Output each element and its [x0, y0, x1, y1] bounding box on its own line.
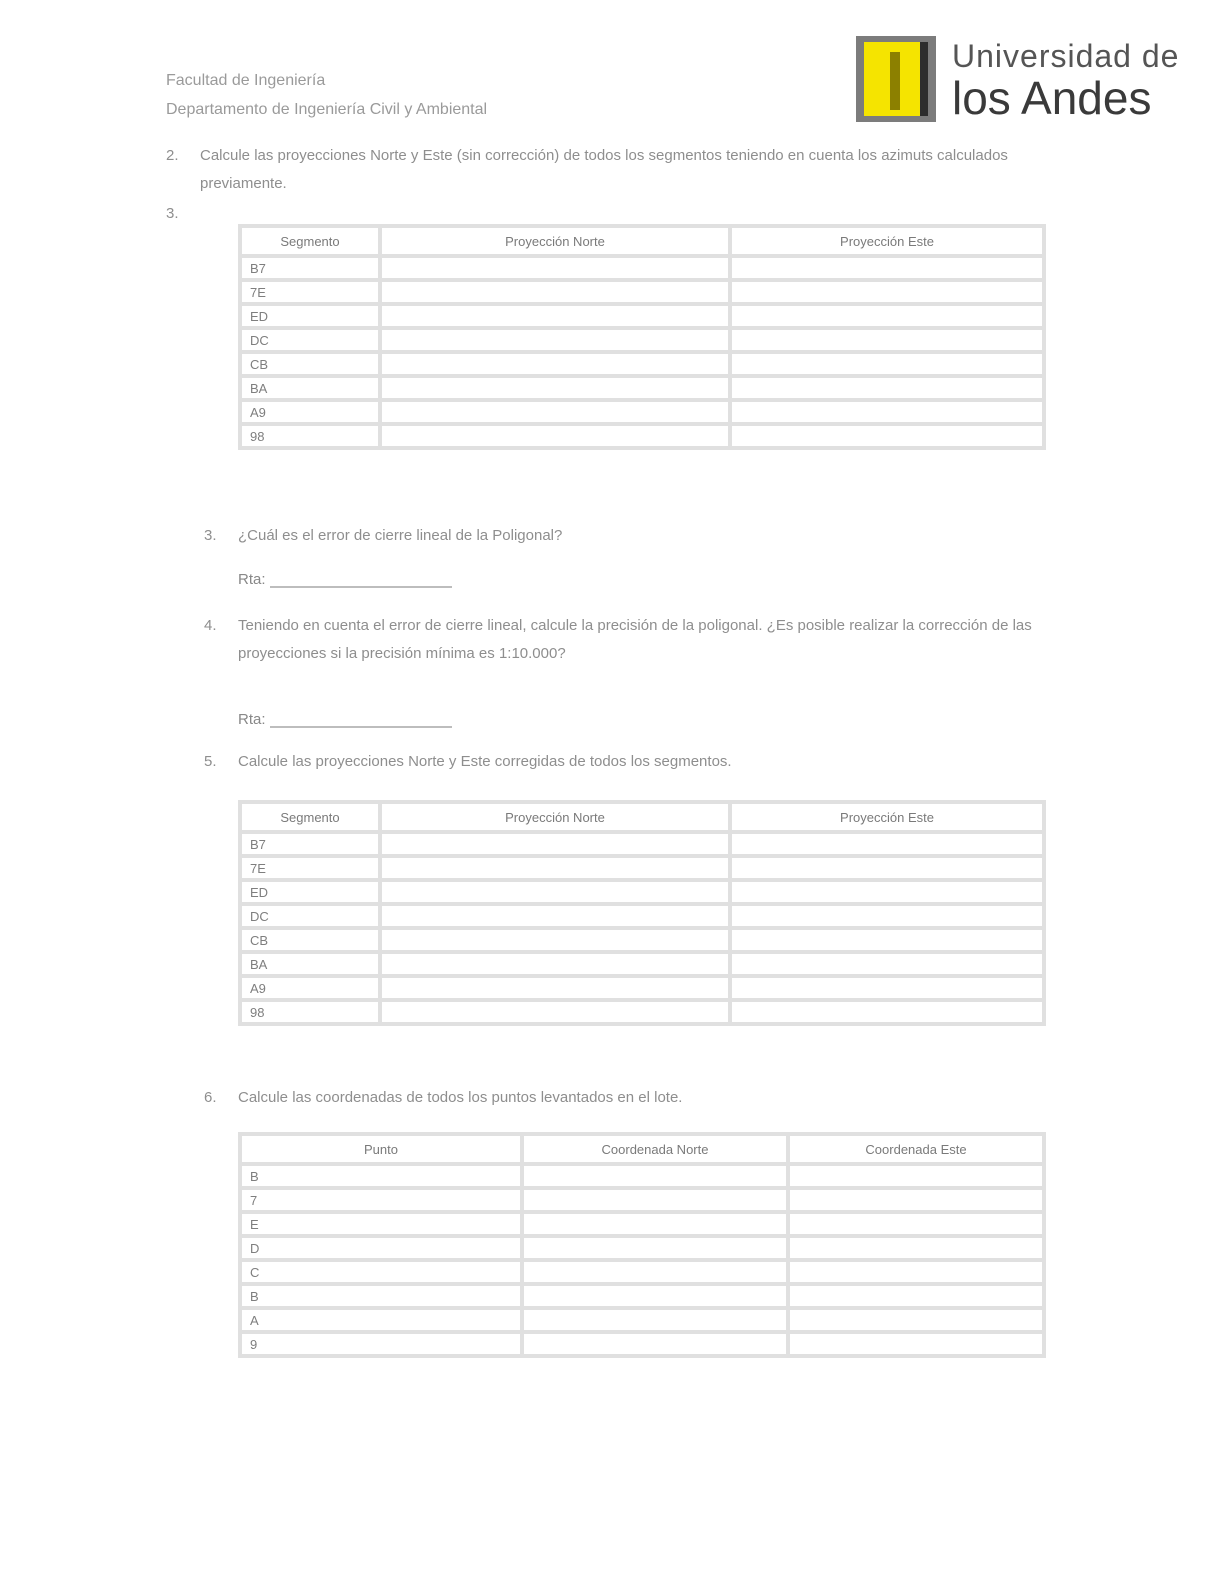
answer-cell[interactable] — [788, 1308, 1044, 1332]
answer-field-1[interactable] — [238, 570, 452, 588]
answer-cell[interactable] — [380, 352, 730, 376]
answer-cell[interactable] — [788, 1164, 1044, 1188]
answer-label: Rta: — [238, 571, 266, 588]
table-row — [240, 304, 1044, 328]
row-label: ED — [240, 304, 380, 328]
row-label: 9 — [240, 1332, 522, 1356]
col-header: Proyección Norte — [380, 802, 730, 832]
question-2: 2. Calcule las proyecciones Norte y Este (sin corrección) de todos los segmentos teniendo en cuenta los azimuts calculados previamente. — [166, 142, 1056, 198]
department-name: Departamento de Ingeniería Civil y Ambiental — [166, 101, 488, 118]
row-label: CB — [240, 352, 380, 376]
answer-line[interactable] — [270, 570, 452, 588]
answer-cell[interactable] — [788, 1236, 1044, 1260]
row-label: 98 — [240, 1000, 380, 1024]
answer-line[interactable] — [270, 710, 452, 728]
answer-cell[interactable] — [380, 904, 730, 928]
row-label: BA — [240, 376, 380, 400]
question-2-text: Calcule las proyecciones Norte y Este (sin corrección) de todos los segmentos teniendo en cuenta los azimuts calculados previamente. — [200, 147, 1008, 192]
answer-cell[interactable] — [380, 976, 730, 1000]
table-row — [240, 976, 1044, 1000]
answer-cell[interactable] — [730, 904, 1044, 928]
row-label: B — [240, 1284, 522, 1308]
col-header: Proyección Norte — [380, 226, 730, 256]
question-3-marker: 3. — [166, 205, 179, 222]
corrected-projections-table — [238, 800, 1046, 1026]
answer-cell[interactable] — [380, 880, 730, 904]
col-header: Coordenada Este — [788, 1134, 1044, 1164]
answer-cell[interactable] — [522, 1212, 788, 1236]
question-coordinates-text: Calcule las coordenadas de todos los puntos levantados en el lote. — [238, 1089, 683, 1106]
question-closure-error: 3. ¿Cuál es el error de cierre lineal de la Poligonal? — [204, 522, 562, 550]
logo-top-text: Universidad de — [952, 38, 1180, 74]
answer-cell[interactable] — [380, 424, 730, 448]
row-label: A — [240, 1308, 522, 1332]
answer-cell[interactable] — [380, 928, 730, 952]
answer-cell[interactable] — [522, 1284, 788, 1308]
row-label: 98 — [240, 424, 380, 448]
row-label: B7 — [240, 256, 380, 280]
answer-cell[interactable] — [380, 400, 730, 424]
col-header: Proyección Este — [730, 802, 1044, 832]
answer-cell[interactable] — [730, 856, 1044, 880]
question-precision-text: Teniendo en cuenta el error de cierre lineal, calcule la precisión de la poligonal. ¿Es posible realizar la corrección de las proyecciones si la precisión mínima es 1:10.000? — [238, 617, 1032, 662]
answer-cell[interactable] — [730, 880, 1044, 904]
answer-cell[interactable] — [730, 1000, 1044, 1024]
row-label: 7E — [240, 280, 380, 304]
row-label: BA — [240, 952, 380, 976]
question-corrected-projections-text: Calcule las proyecciones Norte y Este corregidas de todos los segmentos. — [238, 753, 732, 770]
answer-cell[interactable] — [522, 1260, 788, 1284]
table-row — [240, 376, 1044, 400]
table-row — [240, 1332, 1044, 1356]
answer-cell[interactable] — [380, 256, 730, 280]
table-row — [240, 928, 1044, 952]
university-shield-icon — [856, 36, 936, 122]
row-label: B7 — [240, 832, 380, 856]
table-row — [240, 904, 1044, 928]
answer-cell[interactable] — [730, 928, 1044, 952]
university-logo — [856, 36, 1186, 126]
answer-cell[interactable] — [380, 856, 730, 880]
answer-cell[interactable] — [380, 832, 730, 856]
table-row — [240, 880, 1044, 904]
table-row — [240, 1000, 1044, 1024]
col-header: Segmento — [240, 802, 380, 832]
row-label: A9 — [240, 976, 380, 1000]
projections-table — [238, 224, 1046, 450]
answer-cell[interactable] — [522, 1332, 788, 1356]
answer-cell[interactable] — [788, 1260, 1044, 1284]
table-row — [240, 1236, 1044, 1260]
answer-cell[interactable] — [380, 952, 730, 976]
row-label: C — [240, 1260, 522, 1284]
answer-cell[interactable] — [380, 328, 730, 352]
table-row — [240, 1212, 1044, 1236]
table-row — [240, 280, 1044, 304]
table-row — [240, 256, 1044, 280]
row-label: DC — [240, 328, 380, 352]
answer-cell[interactable] — [380, 1000, 730, 1024]
answer-cell[interactable] — [730, 304, 1044, 328]
col-header: Proyección Este — [730, 226, 1044, 256]
table-row — [240, 424, 1044, 448]
answer-cell[interactable] — [788, 1188, 1044, 1212]
answer-cell[interactable] — [730, 424, 1044, 448]
table-row — [240, 1164, 1044, 1188]
col-header: Punto — [240, 1134, 522, 1164]
answer-cell[interactable] — [730, 976, 1044, 1000]
row-label: CB — [240, 928, 380, 952]
row-label: 7E — [240, 856, 380, 880]
answer-label: Rta: — [238, 711, 266, 728]
table-row — [240, 400, 1044, 424]
table-row — [240, 832, 1044, 856]
answer-cell[interactable] — [730, 400, 1044, 424]
col-header: Segmento — [240, 226, 380, 256]
table-row — [240, 952, 1044, 976]
row-label: D — [240, 1236, 522, 1260]
row-label: ED — [240, 880, 380, 904]
answer-cell[interactable] — [788, 1212, 1044, 1236]
answer-cell[interactable] — [730, 328, 1044, 352]
table-row — [240, 856, 1044, 880]
faculty-name: Facultad de Ingeniería — [166, 72, 326, 89]
table-row — [240, 1308, 1044, 1332]
question-corrected-projections: 5. Calcule las proyecciones Norte y Este corregidas de todos los segmentos. — [204, 748, 732, 776]
answer-cell[interactable] — [730, 256, 1044, 280]
answer-cell[interactable] — [380, 280, 730, 304]
question-precision: 4. Teniendo en cuenta el error de cierre lineal, calcule la precisión de la poligonal. ¿Es posible realizar la corrección de las proyecciones si la precisión mínima es 1:10.000? — [204, 612, 1054, 668]
table-row — [240, 352, 1044, 376]
row-label: B — [240, 1164, 522, 1188]
coordinates-table — [238, 1132, 1046, 1358]
answer-cell[interactable] — [730, 352, 1044, 376]
answer-cell[interactable] — [522, 1308, 788, 1332]
question-coordinates: 6. Calcule las coordenadas de todos los puntos levantados en el lote. — [204, 1084, 682, 1112]
col-header: Coordenada Norte — [522, 1134, 788, 1164]
answer-cell[interactable] — [380, 376, 730, 400]
row-label: 7 — [240, 1188, 522, 1212]
table-row — [240, 328, 1044, 352]
answer-cell[interactable] — [522, 1188, 788, 1212]
answer-cell[interactable] — [788, 1284, 1044, 1308]
question-closure-error-text: ¿Cuál es el error de cierre lineal de la Poligonal? — [238, 527, 563, 544]
table-row — [240, 1284, 1044, 1308]
answer-cell[interactable] — [730, 280, 1044, 304]
answer-cell[interactable] — [730, 832, 1044, 856]
answer-cell[interactable] — [522, 1164, 788, 1188]
answer-cell[interactable] — [730, 376, 1044, 400]
answer-cell[interactable] — [788, 1332, 1044, 1356]
answer-cell[interactable] — [380, 304, 730, 328]
logo-bottom-text: los Andes — [952, 72, 1152, 124]
row-label: DC — [240, 904, 380, 928]
answer-field-2[interactable] — [238, 710, 452, 728]
answer-cell[interactable] — [730, 952, 1044, 976]
table-row — [240, 1188, 1044, 1212]
row-label: A9 — [240, 400, 380, 424]
row-label: E — [240, 1212, 522, 1236]
table-row — [240, 1260, 1044, 1284]
answer-cell[interactable] — [522, 1236, 788, 1260]
